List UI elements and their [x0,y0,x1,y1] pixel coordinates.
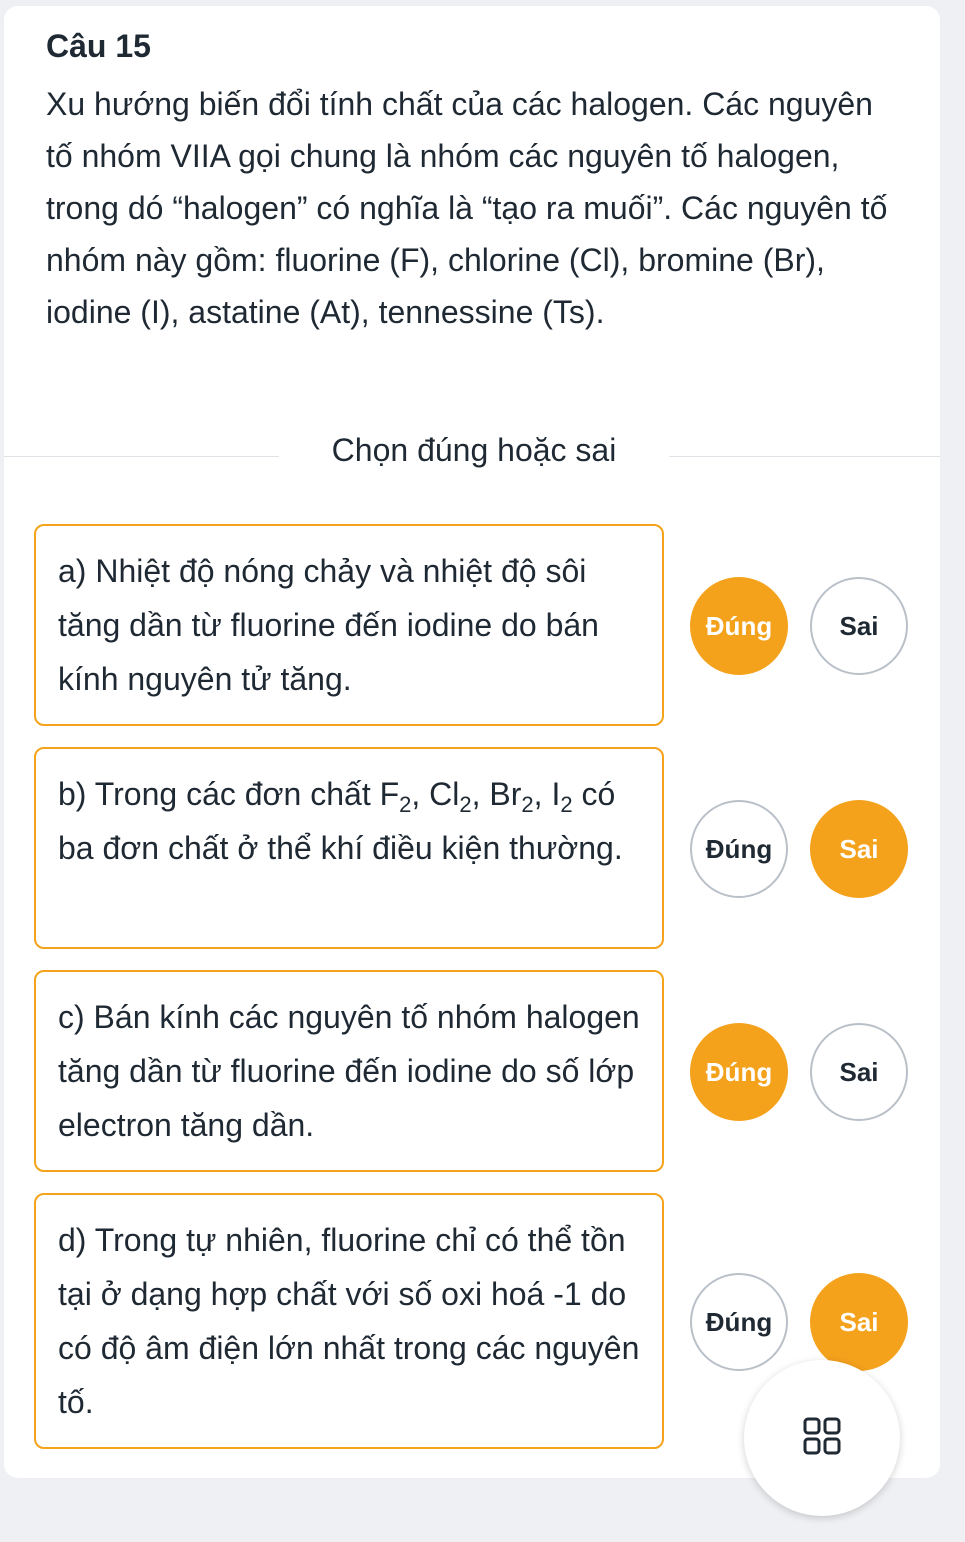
section-divider [4,426,940,486]
statement-b-suffix: có ba đơn chất ở thể khí điều kiện thường. [58,776,623,866]
statement-a-false-label: Sai [839,610,879,641]
formula-sep: , [471,776,490,812]
grid-icon [802,1416,842,1461]
statement-b [34,747,664,949]
formula-sep: , [411,776,430,812]
formula-cl2-symbol: Cl [429,776,460,812]
statement-c-false-label: Sai [839,1056,879,1087]
statement-b-false-label: Sai [839,833,879,864]
statement-a-false-button[interactable] [810,577,908,675]
formula-i2-sub: 2 [560,792,573,817]
statement-d-true-button[interactable] [690,1273,788,1371]
statement-c-false-button[interactable] [810,1023,908,1121]
statement-a [34,524,664,726]
formula-cl2-sub: 2 [459,792,472,817]
statement-c-true-label: Đúng [705,1056,773,1087]
formula-cl2 [429,776,472,817]
question-title: Câu 15 [46,28,151,64]
statement-c-true-button[interactable] [690,1023,788,1121]
formula-br2-symbol: Br [489,776,522,812]
statement-a-text: a) Nhiệt độ nóng chảy và nhiệt độ sôi tăng dần từ fluorine đến iodine do bán kính nguyên tử tăng. [58,553,599,697]
statement-b-true-button[interactable] [690,800,788,898]
question-body: Xu hướng biến đổi tính chất của các halogen. Các nguyên tố nhóm VIIA gọi chung là nhóm các nguyên tố halogen, trong dó “halogen” có nghĩa là “tạo ra muối”. Các nguyên tố nhóm này gồm: fluorine (F), chlorine (Cl), bromine (Br), iodine (I), astatine (At), tennessine (Ts). [46,86,888,330]
formula-i2 [551,776,573,817]
divider-label: Chọn đúng hoặc sai [331,432,617,468]
formula-f2-sub: 2 [399,792,412,817]
statement-b-true-label: Đúng [705,833,773,864]
statement-b-text [58,767,648,875]
statement-d-false-button[interactable] [810,1273,908,1371]
statement-a-true-label: Đúng [705,610,773,641]
formula-br2 [489,776,534,817]
statement-b-false-button[interactable] [810,800,908,898]
divider-line-left [4,456,279,457]
statement-c-text: c) Bán kính các nguyên tố nhóm halogen tăng dần từ fluorine đến iodine do số lớp electron tăng dần. [58,999,640,1143]
formula-f2-symbol: F [379,776,400,812]
statement-d [34,1193,664,1449]
statement-a-true-button[interactable] [690,577,788,675]
question-grid-button[interactable] [744,1360,900,1516]
statement-c [34,970,664,1172]
statement-d-true-label: Đúng [705,1306,773,1337]
formula-f2 [379,776,412,817]
formula-sep: , [533,776,552,812]
formula-i2-symbol: I [551,776,561,812]
statement-d-false-label: Sai [839,1306,879,1337]
statement-d-text: d) Trong tự nhiên, fluorine chỉ có thể tồn tại ở dạng hợp chất với số oxi hoá -1 do có độ âm điện lớn nhất trong các nguyên tố. [58,1222,640,1420]
statement-b-prefix: b) Trong các đơn chất [58,776,380,812]
divider-line-right [669,456,940,457]
formula-br2-sub: 2 [521,792,534,817]
